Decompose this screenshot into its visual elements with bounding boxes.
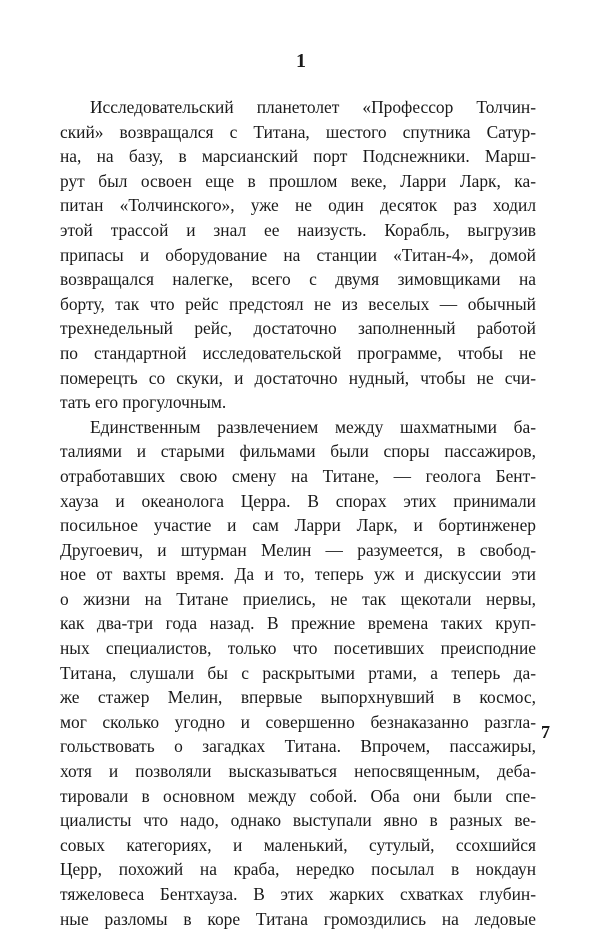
text-line: Церр, похожий на краба, нередко посылал в нокдаун [60, 859, 536, 880]
chapter-number: 1 [296, 50, 306, 72]
text-line: трехнедельный рейс, достаточно заполненный работой [60, 318, 536, 339]
text-line: мог сколько угодно и совершенно безнаказанно разгла- [60, 711, 536, 732]
text-line: гольствовать о загадках Титана. Впрочем, пассажиры, [60, 736, 536, 757]
text-line: совых категориях, и маленький, сутулый, ссохшийся [60, 834, 536, 855]
text-line: же стажер Мелин, впервые выпорхнувший в космос, [60, 687, 536, 708]
paragraph [60, 415, 536, 931]
text-line: питан «Толчинского», уже не один десяток раз ходил [60, 195, 536, 216]
text-line: Исследовательский планетолет «Профессор Толчин- [90, 97, 536, 117]
text-line: хауза и океанолога Церра. В спорах этих принимали [60, 490, 536, 511]
text-line: как два-три года назад. В прежние времена таких круп- [60, 613, 536, 634]
paragraph [60, 95, 536, 415]
text-line: ное от вахты время. Да и то, теперь уж и дискуссии эти [60, 564, 536, 585]
text-line: этой трассой и знал ее наизусть. Корабль, выгрузив [60, 219, 536, 240]
text-line: циалисты что надо, однако выступали явно в разных ве- [60, 810, 536, 831]
text-line: померецть со скуки, и достаточно нудный, чтобы не счи- [60, 367, 536, 388]
text-line: ных специалистов, только что посетивших преисподние [60, 638, 536, 659]
text-line: борту, так что рейс предстоял не из веселых — обычный [60, 293, 536, 314]
text-line: тяжеловеса Бентхауза. В этих жарких схватках глубин- [60, 884, 536, 904]
text-line: о жизни на Титане приелись, не так щекотали нервы, [60, 588, 536, 609]
text-line: припасы и оборудование на станции «Титан-4», домой [60, 244, 536, 265]
text-line: Единственным развлечением между шахматными ба- [90, 416, 536, 437]
text-line: возвращался налегке, всего с двумя зимовщиками на [60, 269, 536, 290]
page-number: 7 [541, 722, 550, 742]
text-line: талиями и старыми фильмами были споры пассажиров, [60, 441, 536, 462]
text-line: тировали в основном между собой. Оба они были спе- [60, 785, 536, 806]
text-line: по стандартной исследовательской программе, чтобы не [60, 342, 536, 363]
text-line: Другоевич, и штурман Мелин — разумеется, в свобод- [60, 539, 536, 560]
text-line: Титана, слушали бы с раскрытыми ртами, а теперь да- [60, 662, 536, 683]
text-line: ский» возвращался с Титана, шестого спутника Сатур- [60, 121, 536, 142]
text-line: хотя и позволяли высказываться непосвященным, деба- [60, 761, 536, 782]
text-line: отработавших свою смену на Титане, — геолога Бент- [60, 465, 536, 486]
body-text [60, 95, 536, 931]
text-line: на, на базу, в марсианский порт Подснежники. Марш- [60, 146, 536, 167]
text-line: ные разломы в коре Титана громоздились на ледовые [60, 908, 536, 929]
text-line: посильное участие и сам Ларри Ларк, и бортинженер [60, 515, 536, 536]
text-line: рут был освоен еще в прошлом веке, Ларри Ларк, ка- [60, 170, 536, 191]
text-line: тать его прогулочным. [60, 392, 227, 413]
